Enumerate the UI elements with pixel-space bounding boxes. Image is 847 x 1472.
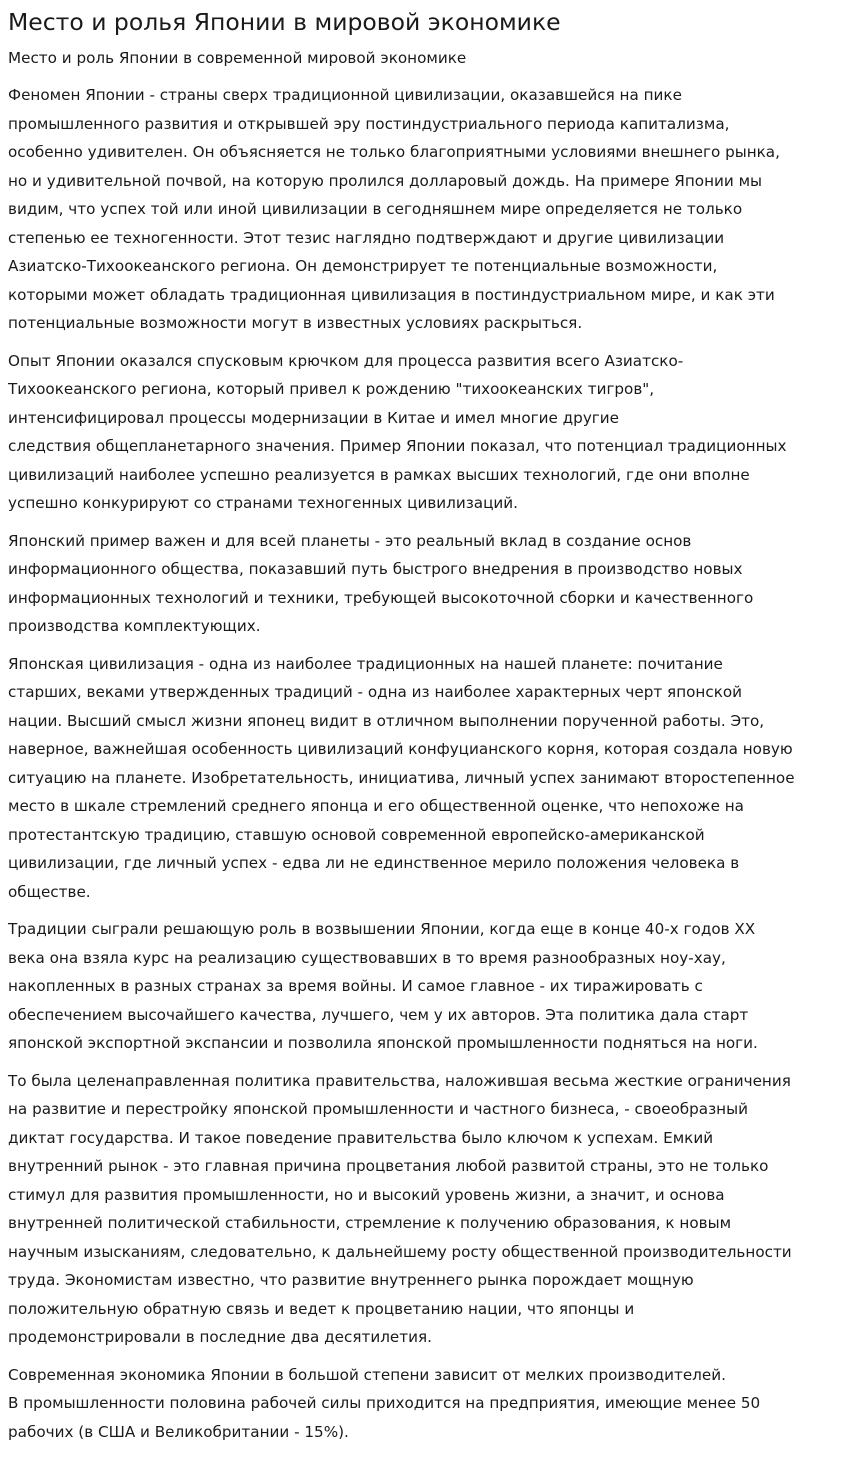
paragraph-line: То была целенаправленная политика правительства, наложившая весьма жесткие ограничения <box>8 1071 791 1090</box>
paragraph-line: промышленного развития и открывшей эру постиндустриального периода капитализма, <box>8 114 730 133</box>
paragraph <box>8 1361 839 1447</box>
paragraph-line: наверное, важнейшая особенность цивилизаций конфуцианского корня, которая создала новую <box>8 740 793 758</box>
paragraph <box>8 650 839 907</box>
paragraph-line: стимул для развития промышленности, но и высокий уровень жизни, а значит, и основа <box>8 1185 725 1204</box>
paragraph <box>8 1067 839 1352</box>
paragraph-line: Японский пример важен и для всей планеты - это реальный вклад в создание основ <box>8 531 692 550</box>
paragraph-line: которыми может обладать традиционная цивилизация в постиндустриальном мире, и как эти <box>8 285 775 304</box>
paragraph-line: века она взяла курс на реализацию существовавших в то время разнообразных ноу-хау, <box>8 948 726 967</box>
paragraph-line: степенью ее техногенности. Этот тезис наглядно подтверждают и другие цивилизации <box>8 228 725 247</box>
paragraph-line: обществе. <box>8 882 91 901</box>
paragraph-line: потенциальные возможности могут в известных условиях раскрыться. <box>8 314 583 332</box>
paragraph-line: информационного общества, показавший путь быстрого внедрения в производство новых <box>8 560 743 578</box>
paragraph-line: Феномен Японии - страны сверх традиционной цивилизации, оказавшейся на пике <box>8 86 682 104</box>
paragraph-line: видим, что успех той или иной цивилизации в сегодняшнем мире определяется не только <box>8 200 743 218</box>
paragraph-line: старших, веками утвержденных традиций - одна из наиболее характерных черт японской <box>8 683 743 701</box>
paragraph-line: японской экспортной экспансии и позволила японской промышленности подняться на ноги. <box>8 1034 758 1052</box>
paragraph-line: диктат государства. И такое поведение правительства было ключом к успехам. Емкий <box>8 1128 714 1147</box>
paragraph <box>8 347 839 518</box>
paragraph-line: Японская цивилизация - одна из наиболее традиционных на нашей планете: почитание <box>8 654 723 673</box>
paragraph <box>8 81 839 338</box>
paragraph-line: цивилизаций наиболее успешно реализуется в рамках высших технологий, где они вполне <box>8 465 750 484</box>
paragraph-line: протестантскую традицию, ставшую основой современной европейско-американской <box>8 825 705 844</box>
article-body <box>8 81 839 1446</box>
article-subtitle: Место и роль Японии в современной мировой экономике <box>8 49 467 67</box>
paragraph-line: Современная экономика Японии в большой степени зависит от мелких производителей. <box>8 1365 726 1384</box>
paragraph-line: научным изысканиям, следовательно, к дальнейшему росту общественной производительности <box>8 1242 792 1261</box>
page-title: Место и ролья Японии в мировой экономике <box>8 8 561 36</box>
paragraph-line: успешно конкурируют со странами техногенных цивилизаций. <box>8 494 519 512</box>
paragraph-line: информационных технологий и техники, требующей высокоточной сборки и качественного <box>8 588 754 607</box>
paragraph-line: рабочих (в США и Великобритании - 15%). <box>8 1422 349 1441</box>
paragraph-line: нации. Высший смысл жизни японец видит в отличном выполнении порученной работы. Это, <box>8 711 765 730</box>
paragraph-line: производства комплектующих. <box>8 617 261 635</box>
paragraph-line: положительную обратную связь и ведет к процветанию нации, что японцы и <box>8 1299 635 1318</box>
paragraph-line: труда. Экономистам известно, что развитие внутреннего рынка порождает мощную <box>8 1271 694 1289</box>
paragraph-line: внутренний рынок - это главная причина процветания любой развитой страны, это не только <box>8 1157 769 1175</box>
paragraph-line: Опыт Японии оказался спусковым крючком для процесса развития всего Азиатско- <box>8 351 684 370</box>
paragraph-line: обеспечением высочайшего качества, лучшего, чем у их авторов. Эта политика дала старт <box>8 1005 749 1024</box>
paragraph-line: Азиатско-Тихоокеанского региона. Он демонстрирует те потенциальные возможности, <box>8 257 718 275</box>
paragraph-line: но и удивительной почвой, на которую пролился долларовый дождь. На примере Японии мы <box>8 171 763 190</box>
paragraph-line: внутренней политической стабильности, стремление к получению образования, к новым <box>8 1214 732 1232</box>
paragraph-line: место в шкале стремлений среднего японца и его общественной оценке, что непохоже на <box>8 797 744 815</box>
paragraph-line: на развитие и перестройку японской промышленности и частного бизнеса, - своеобразный <box>8 1100 748 1118</box>
paragraph-line: цивилизации, где личный успех - едва ли не единственное мерило положения человека в <box>8 854 740 872</box>
paragraph-line: В промышленности половина рабочей силы приходится на предприятия, имеющие менее 50 <box>8 1394 761 1412</box>
paragraph-line: следствия общепланетарного значения. Пример Японии показал, что потенциал традиционных <box>8 437 787 455</box>
paragraph-line: особенно удивителен. Он объясняется не только благоприятными условиями внешнего рынка, <box>8 143 780 161</box>
paragraph-line: Тихоокеанского региона, который привел к рождению "тихоокеанских тигров", <box>8 380 655 398</box>
paragraph-line: интенсифицировал процессы модернизации в Китае и имел многие другие <box>8 408 620 427</box>
paragraph <box>8 915 839 1058</box>
paragraph-line: Традиции сыграли решающую роль в возвышении Японии, когда еще в конце 40-х годов XX <box>8 920 756 938</box>
paragraph-line: накопленных в разных странах за время войны. И самое главное - их тиражировать с <box>8 977 703 995</box>
paragraph <box>8 527 839 641</box>
paragraph-line: продемонстрировали в последние два десятилетия. <box>8 1328 432 1346</box>
paragraph-line: ситуацию на планете. Изобретательность, инициатива, личный успех занимают второстепенное <box>8 768 795 787</box>
